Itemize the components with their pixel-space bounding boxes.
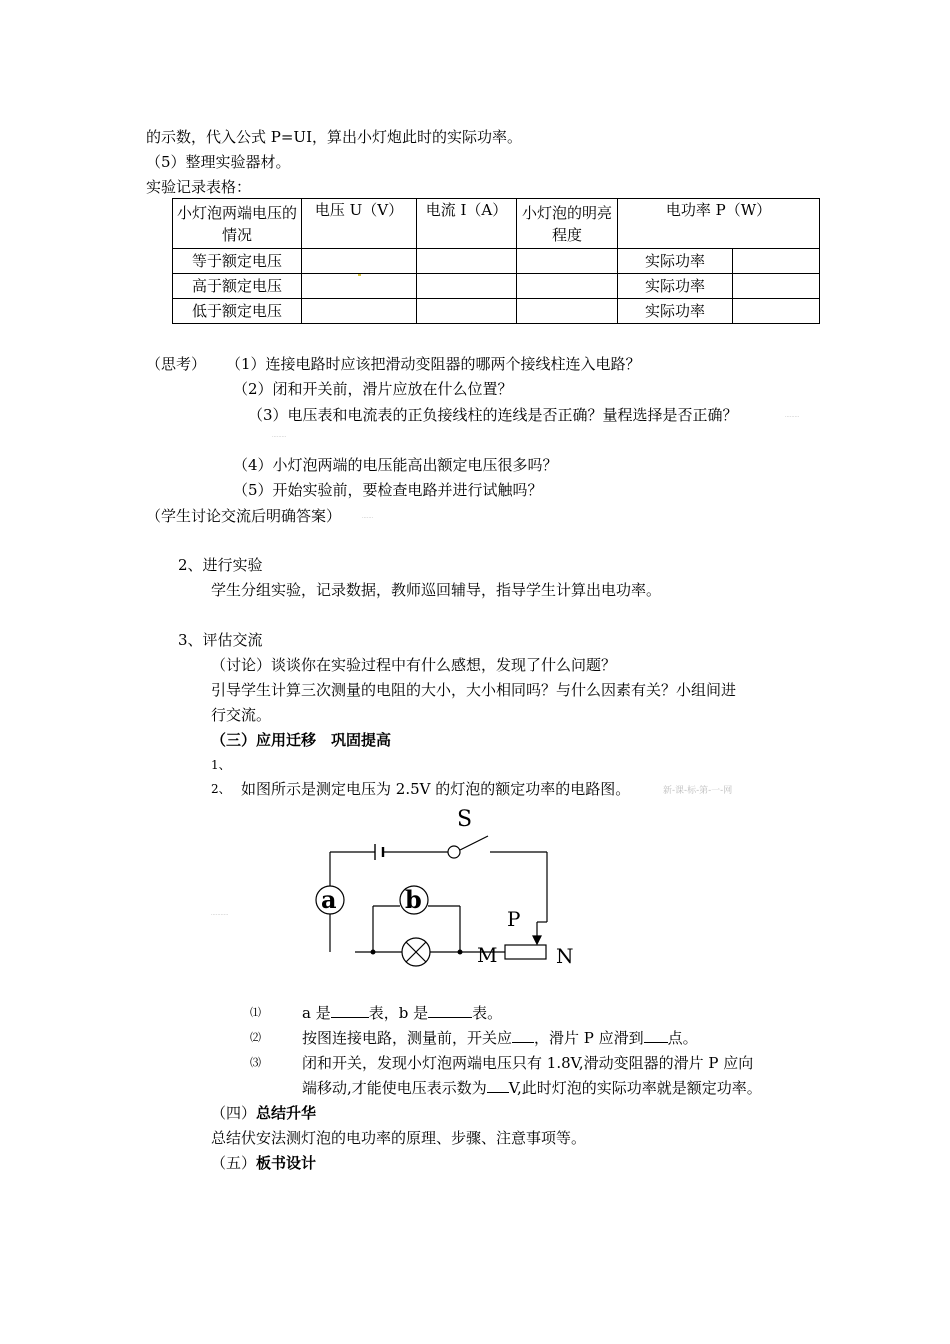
thinking-discussion: （学生讨论交流后明确答案） (146, 507, 342, 525)
cell-current (417, 299, 517, 324)
table-row (173, 249, 820, 274)
question-1-text-a: a 是 (302, 1004, 331, 1022)
question-1-text-c: 表。 (472, 1004, 503, 1022)
header-current: 电流 I（A） (417, 199, 517, 249)
cell-brightness (517, 249, 618, 274)
cell-power-value (733, 249, 820, 274)
row-label: 高于额定电压 (173, 274, 302, 299)
question-2 (302, 1028, 698, 1048)
cell-power-value (733, 299, 820, 324)
section2-title: 2、进行实验 (178, 556, 263, 574)
label-n: N (556, 944, 574, 968)
thinking-q1: （1）连接电路时应该把滑动变阻器的哪两个接线柱连入电路？ (226, 355, 641, 373)
cell-current (417, 274, 517, 299)
thinking-q2: （2）闭和开关前，滑片应放在什么位置？ (233, 380, 513, 398)
table-caption: 实验记录表格： (146, 178, 252, 196)
blank-a-meter[interactable] (331, 1003, 369, 1018)
label-b: b (405, 885, 422, 914)
cell-brightness (517, 299, 618, 324)
switch-lever (460, 836, 488, 850)
section3-line-3: 行交流。 (211, 706, 272, 724)
cell-power-label: 实际功率 (618, 299, 733, 324)
cell-voltage (302, 299, 417, 324)
question-3-text-a: 端移动,才能使电压表示数为 (302, 1079, 487, 1097)
label-a: a (321, 885, 337, 914)
cell-power-label: 实际功率 (618, 274, 733, 299)
part5-title-bold: 板书设计 (256, 1154, 317, 1172)
part4-body: 总结伏安法测灯泡的电功率的原理、步骤、注意事项等。 (211, 1129, 587, 1147)
label-s: S (457, 807, 473, 832)
faint-artifact: ········· (272, 434, 287, 440)
blank-b-meter[interactable] (428, 1003, 472, 1018)
blank-switch-state[interactable] (512, 1028, 534, 1043)
thinking-q3: （3）电压表和电流表的正负接线柱的连线是否正确？量程选择是否正确？ (248, 406, 738, 424)
circuit-diagram (300, 800, 600, 975)
row-label: 等于额定电压 (173, 249, 302, 274)
thinking-q4: （4）小灯泡两端的电压能高出额定电压很多吗？ (233, 456, 558, 474)
cell-voltage (302, 249, 417, 274)
question-2-text-b: ，滑片 P 应滑到 (534, 1029, 644, 1047)
faint-artifact: ······· (362, 515, 374, 521)
question-3-text-b: V,此时灯泡的实际功率就是额定功率。 (508, 1079, 762, 1097)
rheostat (505, 945, 546, 959)
table-row (173, 299, 820, 324)
cell-brightness (517, 274, 618, 299)
junction-left (371, 950, 376, 955)
row-label: 低于额定电压 (173, 299, 302, 324)
header-power: 电功率 P（W） (618, 199, 820, 249)
record-table (172, 198, 820, 324)
switch-contact (448, 846, 460, 858)
slider-arrow (533, 936, 541, 944)
intro-line-1: 的示数，代入公式 P=UI，算出小灯炮此时的实际功率。 (146, 128, 522, 146)
part3-item-2-num: 2、 (211, 782, 231, 796)
question-2-text-c: 点。 (667, 1029, 698, 1047)
header-voltage-condition: 小灯泡两端电压的情况 (173, 199, 302, 249)
thinking-q5: （5）开始实验前，要检查电路并进行试触吗？ (233, 481, 543, 499)
cell-power-value (733, 274, 820, 299)
junction-right (458, 950, 463, 955)
part4-title-bold: 总结升华 (256, 1104, 317, 1122)
part4-title-prefix: （四） (211, 1104, 257, 1122)
part3-title: （三）应用迁移 巩固提高 (211, 731, 392, 749)
cell-current (417, 249, 517, 274)
question-1 (302, 1003, 502, 1023)
part4-title (211, 1103, 316, 1123)
question-1-text-b: 表，b 是 (368, 1004, 429, 1022)
faint-artifact: ········· (785, 414, 800, 420)
section3-title: 3、评估交流 (178, 631, 263, 649)
part5-title-prefix: （五） (211, 1154, 257, 1172)
section3-line-1: （讨论）谈谈你在实验过程中有什么感想，发现了什么问题？ (211, 656, 617, 674)
highlight-mark (358, 274, 361, 276)
table-row (173, 274, 820, 299)
part3-item-1: 1、 (211, 758, 231, 772)
faint-artifact: ··········· (211, 912, 229, 918)
blank-slider-point[interactable] (644, 1028, 668, 1043)
question-1-num: ⑴ (250, 1006, 261, 1019)
cell-voltage (302, 274, 417, 299)
blank-voltage[interactable] (487, 1078, 509, 1093)
label-m: M (477, 943, 498, 967)
thinking-tag: （思考） (146, 355, 207, 373)
question-2-num: ⑵ (250, 1031, 261, 1044)
header-brightness: 小灯泡的明亮程度 (517, 199, 618, 249)
label-p: P (507, 907, 521, 931)
cell-power-label: 实际功率 (618, 249, 733, 274)
table-header-row (173, 199, 820, 249)
question-3-line-1: 闭和开关，发现小灯泡两端电压只有 1.8V,滑动变阻器的滑片 P 应向 (302, 1054, 754, 1072)
section3-line-2: 引导学生计算三次测量的电阻的大小，大小相同吗？与什么因素有关？小组间进 (211, 681, 737, 699)
intro-line-2: （5）整理实验器材。 (146, 153, 291, 171)
part3-item-2-text: 如图所示是测定电压为 2.5V 的灯泡的额定功率的电路图。 (241, 780, 631, 798)
section2-body: 学生分组实验，记录数据，教师巡回辅导，指导学生计算出电功率。 (211, 581, 662, 599)
watermark: 新-课-标-第-一-网 (663, 786, 733, 796)
question-2-text-a: 按图连接电路，测量前，开关应 (302, 1029, 513, 1047)
part5-title (211, 1153, 316, 1173)
question-3-num: ⑶ (250, 1056, 261, 1069)
question-3-line-2 (302, 1078, 762, 1098)
header-voltage: 电压 U（V） (302, 199, 417, 249)
